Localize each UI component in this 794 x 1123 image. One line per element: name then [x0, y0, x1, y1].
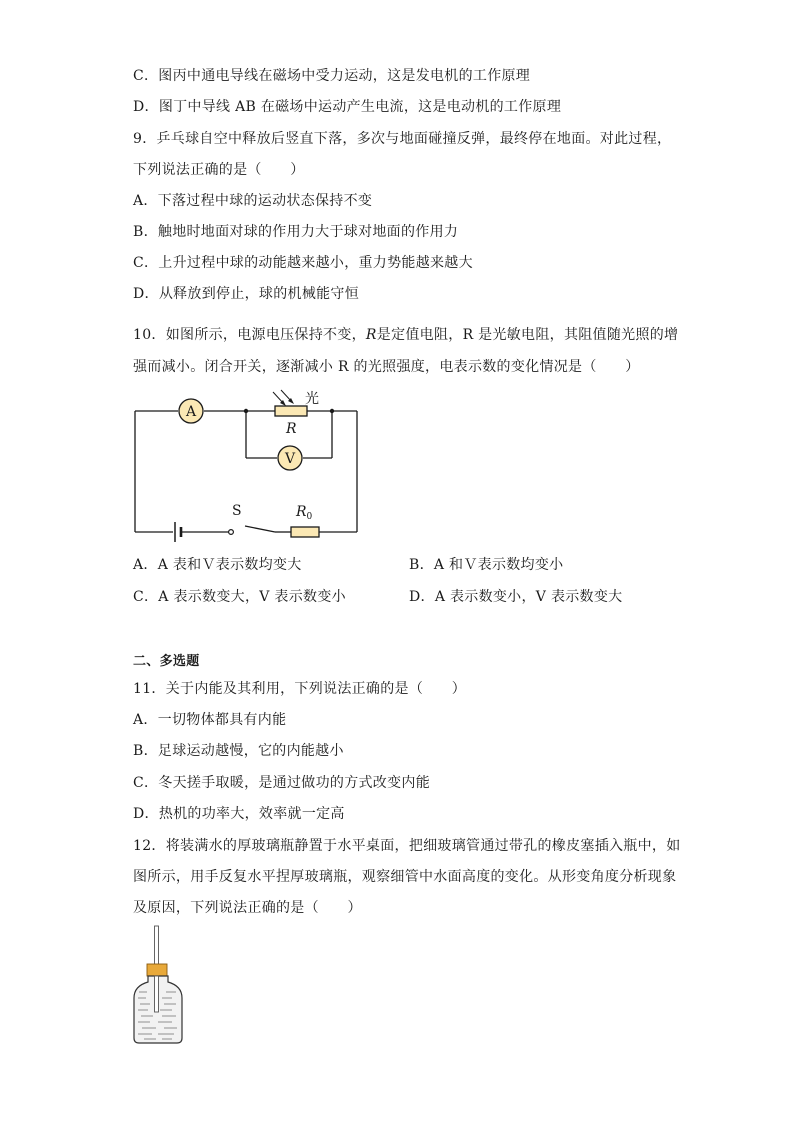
circuit-diagram — [120, 388, 380, 548]
switch — [229, 530, 234, 535]
rubber-stopper — [147, 964, 167, 976]
q9-option-c: C．上升过程中球的动能越来越小，重力势能越来越大 — [133, 255, 473, 271]
q11-stem: 11．关于内能及其利用，下列说法正确的是（ ） — [133, 681, 467, 697]
q9-option-a: A．下落过程中球的运动状态保持不变 — [133, 193, 373, 209]
r0-label — [295, 504, 313, 522]
voltmeter-label: V — [284, 451, 296, 467]
r0-label-main: R — [296, 504, 307, 520]
q11-option-a: A．一切物体都具有内能 — [133, 712, 287, 728]
q8-option-c: C．图丙中通电导线在磁场中受力运动，这是发电机的工作原理 — [133, 68, 531, 84]
q10-option-b: B．A 和Ｖ表示数均变小 — [409, 557, 564, 573]
q10-option-c: C．A 表示数变大，V 表示数变小 — [133, 589, 346, 605]
q10-option-a: A．A 表和Ｖ表示数均变大 — [133, 557, 302, 573]
q10-option-d: D．A 表示数变小，V 表示数变大 — [409, 589, 623, 605]
q12-stem-line3: 及原因，下列说法正确的是（ ） — [133, 900, 362, 916]
q11-option-d: D．热机的功率大，效率就一定高 — [133, 806, 345, 822]
q9-option-d: D．从释放到停止，球的机械能守恒 — [133, 286, 360, 302]
q12-stem-line2: 图所示，用手反复水平捏厚玻璃瓶，观察细管中水面高度的变化。从形变角度分析现象 — [133, 869, 677, 885]
q11-option-b: B．足球运动越慢，它的内能越小 — [133, 743, 344, 759]
voltmeter — [278, 446, 302, 470]
circuit-wires — [135, 411, 357, 532]
fixed-resistor-r0 — [291, 527, 319, 537]
q9-stem-line1: 9．乒乓球自空中释放后竖直下落，多次与地面碰撞反弹，最终停在地面。对此过程， — [133, 131, 672, 147]
glass-bottle-diagram — [126, 922, 190, 1046]
q10-stem-r-symbol: R — [365, 327, 377, 343]
q9-option-b: B．触地时地面对球的作用力大于球对地面的作用力 — [133, 224, 459, 240]
battery — [175, 522, 181, 542]
junction-dot-left — [244, 409, 248, 413]
q12-stem-line1: 12．将装满水的厚玻璃瓶静置于水平桌面，把细玻璃管通过带孔的橡皮塞插入瓶中，如 — [133, 838, 681, 854]
q11-option-c: C．冬天搓手取暖，是通过做功的方式改变内能 — [133, 775, 431, 791]
bottle-body — [134, 976, 182, 1043]
junction-dot-right — [330, 409, 334, 413]
section-heading-multiple-choice: 二、多选题 — [133, 654, 200, 669]
switch-label: S — [232, 503, 242, 519]
r0-label-subscript: 0 — [306, 512, 313, 522]
ammeter — [179, 399, 203, 423]
light-label: 光 — [305, 391, 319, 407]
q9-stem-line2: 下列说法正确的是（ ） — [133, 162, 305, 178]
q10-stem-part2: 是定值电阻，R 是光敏电阻，其阻值随光照的增 — [376, 327, 679, 343]
q8-option-d: D．图丁中导线 AB 在磁场中运动产生电流，这是电动机的工作原理 — [133, 99, 562, 115]
r-label: R — [286, 421, 297, 437]
ammeter-label: A — [185, 404, 197, 420]
q10-stem-part1: 10．如图所示，电源电压保持不变， — [133, 327, 366, 343]
q10-stem-line2: 强而减小。闭合开关，逐渐减小 R 的光照强度，电表示数的变化情况是（ ） — [133, 359, 640, 375]
q10-stem-line1 — [133, 325, 678, 345]
photoresistor — [273, 390, 307, 416]
